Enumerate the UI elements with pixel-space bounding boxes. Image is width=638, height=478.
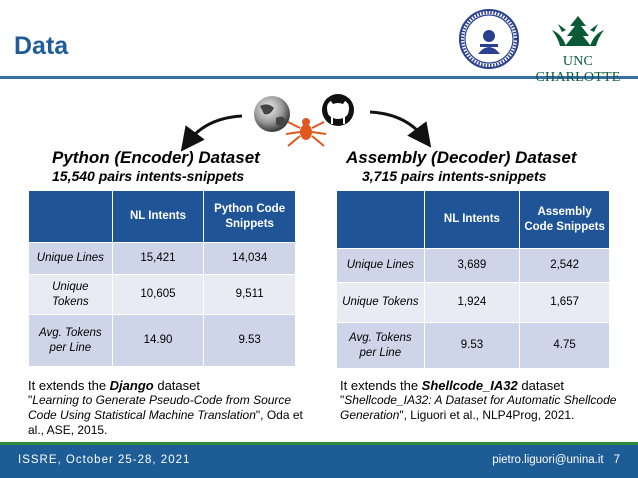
row-label: Avg. Tokens per Line (337, 323, 425, 369)
left-curved-arrow-icon (188, 116, 242, 142)
page-number: 7 (613, 454, 620, 466)
note-lead: It extends the Shellcode_IA32 dataset (340, 378, 565, 393)
row-label: Avg. Tokens per Line (29, 315, 113, 367)
dataset-name: Shellcode_IA32 (421, 378, 518, 393)
code-value: 2,542 (520, 249, 610, 283)
slide-title: Data (14, 32, 69, 60)
assembly-dataset-table (336, 190, 610, 369)
note-reference: "Learning to Generate Pseudo-Code from Source Code Using Statistical Machine Translation", Oda et al., ASE, 2015. (28, 393, 303, 437)
header-cell-empty (29, 191, 113, 243)
header-cell-nl-intents: NL Intents (112, 191, 204, 243)
right-curved-arrow-icon (370, 112, 424, 138)
header-cell-empty (337, 191, 425, 249)
note-reference: "Shellcode_IA32: A Dataset for Automatic Shellcode Generation", Liguori et al., NLP4Prog, 2021. (340, 393, 617, 422)
code-value: 4.75 (520, 323, 610, 369)
nl-value: 3,689 (424, 249, 520, 283)
code-value: 9,511 (204, 275, 296, 315)
spider-icon (286, 118, 326, 146)
header-cell-nl-intents: NL Intents (424, 191, 520, 249)
reference-title: Learning to Generate Pseudo-Code from Source Code Using Statistical Machine Translation (28, 393, 292, 422)
table-row (337, 249, 610, 283)
header-cell-code-snippets: Python Code Snippets (204, 191, 296, 243)
table-header-row (337, 191, 610, 249)
footer-event: ISSRE, October 25-28, 2021 (18, 454, 191, 466)
row-label: Unique Lines (29, 243, 113, 275)
assembly-dataset-note (340, 378, 630, 423)
table-row (337, 323, 610, 369)
table-header-row (29, 191, 296, 243)
nl-value: 14.90 (112, 315, 204, 367)
nl-value: 9.53 (424, 323, 520, 369)
table-row (29, 315, 296, 367)
dataset-name: Django (109, 378, 154, 393)
row-label: Unique Tokens (29, 275, 113, 315)
footer-right (482, 454, 620, 466)
assembly-dataset-title: Assembly (Decoder) Dataset (346, 148, 577, 167)
code-value: 1,657 (520, 283, 610, 323)
python-dataset-subtitle: 15,540 pairs intents-snippets (52, 168, 245, 184)
table-row (29, 243, 296, 275)
github-icon (322, 94, 354, 126)
note-lead: It extends the Django dataset (28, 378, 200, 393)
row-label: Unique Tokens (337, 283, 425, 323)
unc-charlotte-wordmark: UNC CHARLOTTE (535, 54, 621, 85)
row-label: Unique Lines (337, 249, 425, 283)
table-row (29, 275, 296, 315)
code-value: 9.53 (204, 315, 296, 367)
header-cell-code-snippets: Assembly Code Snippets (520, 191, 610, 249)
nl-value: 15,421 (112, 243, 204, 275)
globe-icon (254, 96, 290, 132)
nl-value: 1,924 (424, 283, 520, 323)
python-dataset-note (28, 378, 310, 438)
code-value: 14,034 (204, 243, 296, 275)
python-dataset-table (28, 190, 296, 367)
nl-value: 10,605 (112, 275, 204, 315)
python-dataset-title: Python (Encoder) Dataset (52, 148, 260, 167)
footer-email: pietro.liguori@unina.it (492, 454, 604, 466)
table-row (337, 283, 610, 323)
assembly-dataset-subtitle: 3,715 pairs intents-snippets (362, 168, 547, 184)
university-seal-icon (458, 8, 520, 70)
reference-title: Shellcode_IA32: A Dataset for Automatic Shellcode Generation (340, 393, 617, 422)
